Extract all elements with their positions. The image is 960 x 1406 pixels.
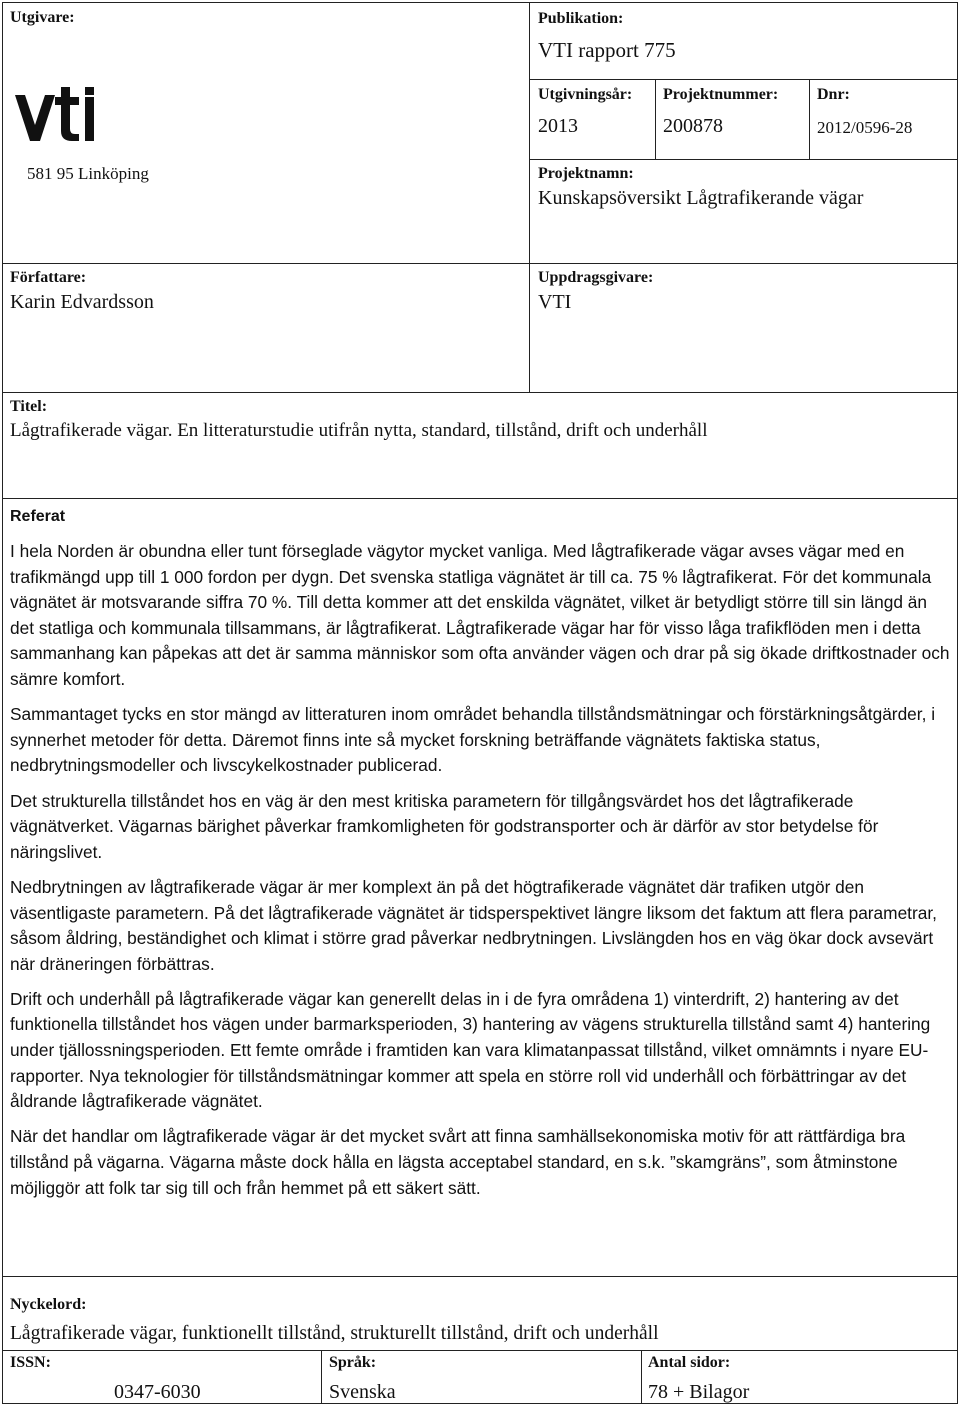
commissioner-value: VTI xyxy=(538,291,572,313)
divider xyxy=(529,3,530,392)
divider xyxy=(321,1350,322,1403)
reg-number-value: 2012/0596-28 xyxy=(817,118,913,137)
title-label: Titel: xyxy=(10,398,48,415)
abstract-paragraph: Det strukturella tillståndet hos en väg är den mest kritiska parametern för tillgångsvärdet hos det lågtrafikerade vägnätverket. Vägarnas bärighet påverkar framkomligheten för godstransporter och är därför av stor betydelse för näringslivet. xyxy=(10,790,879,862)
divider xyxy=(3,263,957,264)
language-value: Svenska xyxy=(329,1381,396,1403)
keywords-section xyxy=(10,1295,950,1346)
abstract-paragraph: I hela Norden är obundna eller tunt förseglade vägytor mycket vanliga. Med lågtrafikerade vägar avses vägar med en trafikmängd upp till 1 000 fordon per dygn. Det svenska statliga vägnätet är till ca. 75 % lågtrafikerat. För det kommunala vägnätet är motsvarande siffra 70 %. Till detta kommer att det enskilda vägnätet, vilket är betydligt större till sin längd än det statliga och kommunala tillsammans, är lågtrafikerat. Lågtrafikerade vägar har för visso låga trafikflöden men i detta sammanhang kan påpekas att det är samma människor som ofta använder vägen och drar på sig ökade driftkostnader och sämre komfort. xyxy=(10,541,950,689)
project-name-section xyxy=(538,164,863,210)
publisher-label: Utgivare: xyxy=(10,9,75,26)
year-label: Utgivningsår: xyxy=(538,86,633,103)
report-info-sheet xyxy=(2,2,958,1404)
vti-logo-icon xyxy=(15,87,105,145)
abstract-paragraph: Sammantaget tycks en stor mängd av litteraturen inom området behandla tillståndsmätningar och förstärkningsåtgärder, i synnerhet metoder för detta. Däremot finns inte så mycket forskning beträffande vägnätets faktiska status, nedbrytningsmodeller och livscykelkostnader publicerad. xyxy=(10,704,936,776)
divider xyxy=(3,498,957,499)
publication-label: Publikation: xyxy=(538,10,624,27)
year-section xyxy=(538,85,632,138)
publication-value: VTI rapport 775 xyxy=(538,38,676,62)
project-name-value: Kunskapsöversikt Lågtrafikerande vägar xyxy=(538,187,864,209)
issn-section xyxy=(10,1353,315,1404)
project-name-label: Projektnamn: xyxy=(538,165,634,182)
issn-label: ISSN: xyxy=(10,1354,51,1371)
divider xyxy=(655,79,656,159)
abstract-paragraph: När det handlar om lågtrafikerade vägar är det mycket svårt att finna samhällsekonomiska motiv för att rättfärdiga bra tillstånd på vägarna. Vägarna måste dock hålla en lägsta acceptabel standard, en s.k. ”skamgräns”, som åtminstone möjliggör att folk tar sig till och från hemmet på ett säkert sätt. xyxy=(10,1126,906,1198)
title-section xyxy=(10,397,950,443)
abstract-section xyxy=(10,507,952,1211)
pages-label: Antal sidor: xyxy=(648,1354,731,1371)
divider xyxy=(529,79,957,80)
project-number-label: Projektnummer: xyxy=(663,86,779,103)
abstract-body xyxy=(10,539,952,1201)
keywords-label: Nyckelord: xyxy=(10,1296,87,1313)
publisher-address: 581 95 Linköping xyxy=(27,164,149,183)
issn-value: 0347-6030 xyxy=(114,1381,201,1403)
divider xyxy=(641,1350,642,1403)
project-number-value: 200878 xyxy=(663,115,723,137)
author-section xyxy=(10,268,154,314)
pages-value: 78 + Bilagor xyxy=(648,1381,750,1403)
author-value: Karin Edvardsson xyxy=(10,291,154,313)
abstract-paragraph: Drift och underhåll på lågtrafikerade vägar kan generellt delas in i de fyra områdena 1) vinterdrift, 2) hantering av det funktionella tillståndet hos vägen under barmarksperioden, 3) hantering av vägens strukturella tillstånd samt 4) hantering under tjällossningsperioden. Ett femte område i framtiden kan vara klimatanpassat tillstånd, vilket omnämnts i nyare EU-rapporter. Nya teknologier för tillståndsmätningar kommer att spela en större roll vid underhåll och förbättringar av det åldrande lågtrafikerade vägnätet. xyxy=(10,988,931,1112)
commissioner-label: Uppdragsgivare: xyxy=(538,269,654,286)
publication-section xyxy=(538,9,676,62)
divider xyxy=(3,1276,957,1277)
divider xyxy=(3,1350,957,1351)
author-label: Författare: xyxy=(10,269,87,286)
project-number-section xyxy=(663,85,778,138)
divider xyxy=(809,79,810,159)
language-label: Språk: xyxy=(329,1354,377,1371)
abstract-label: Referat xyxy=(10,508,66,525)
reg-number-label: Dnr: xyxy=(817,86,850,103)
publisher-section xyxy=(10,8,75,28)
keywords-value: Lågtrafikerade vägar, funktionellt tillstånd, strukturellt tillstånd, drift och underhåll xyxy=(10,1323,659,1344)
year-value: 2013 xyxy=(538,115,578,137)
commissioner-section xyxy=(538,268,653,314)
abstract-paragraph: Nedbrytningen av lågtrafikerade vägar är mer komplext än på det högtrafikerade vägnätet där trafiken utgör den väsentligaste parametern. På det lågtrafikerade vägnätet är tidsperspektivet längre liksom det faktum att flera parametrar, såsom åldring, beständighet och klimat i större grad påverkar nedbrytningen. Livslängden hos en väg ökar dock avsevärt när dräneringen förbättras. xyxy=(10,876,937,974)
divider xyxy=(529,159,957,160)
pages-section xyxy=(648,1353,749,1404)
divider xyxy=(3,392,957,393)
reg-number-section xyxy=(817,85,912,140)
title-value: Lågtrafikerade vägar. En litteraturstudie utifrån nytta, standard, tillstånd, drift och underhåll xyxy=(10,420,708,441)
language-section xyxy=(329,1353,396,1404)
